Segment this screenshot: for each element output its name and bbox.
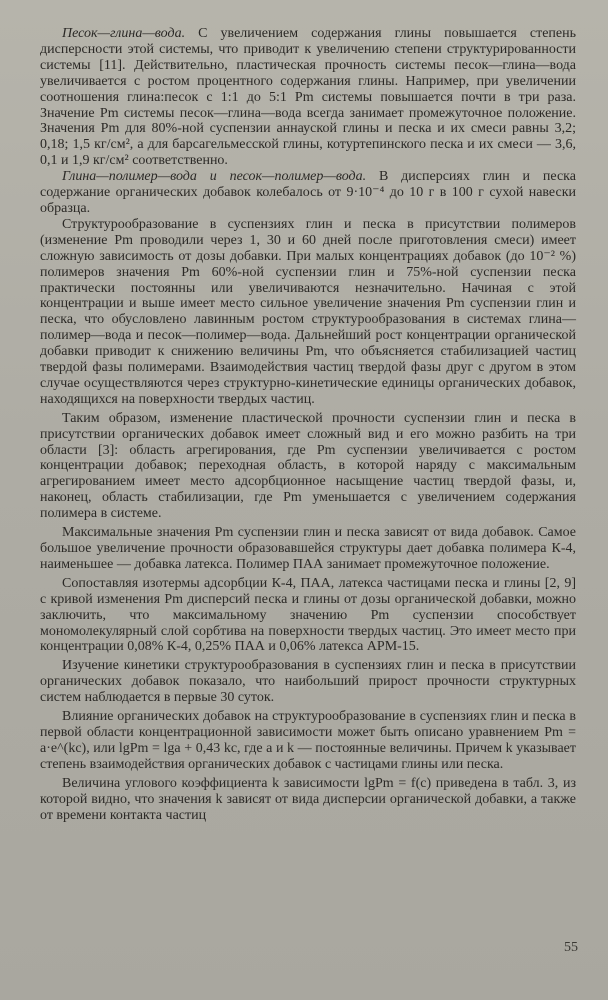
paragraph-text: Максимальные значения Pm суспензии глин и песка зависят от вида добавок. Самое большое увеличение прочности образовавшейся структуры дает добавка полимера К-4, наименьшее — добавка латекса. Полимер ПАА занимает промежуточное положение. — [40, 525, 576, 572]
paragraph-kinetics — [40, 658, 576, 706]
paragraph-text: Изучение кинетики структурообразования в суспензиях глин и песка в присутствии органических добавок показало, что наибольший прирост прочности структурных систем наблюдается в первые 30 суток. — [40, 658, 576, 706]
paragraph-text: В дисперсиях глин и песка содержание органических добавок колебалось от 9·10⁻⁴ до 10 г в 100 г сухой навески образца. — [40, 169, 576, 216]
paragraph-text: Влияние органических добавок на структурообразование в суспензиях глин и песка в первой области концентрационной зависимости может быть описано уравнением Pm = a·e^(kc), или lgPm = lga + 0,43 kc, где a и k — постоянные величины. Причем k указывает степень взаимодействия органических добавок с частицами глины или песка. — [40, 709, 576, 772]
paragraph-lead: Песок—глина—вода. — [62, 26, 186, 41]
paragraph-clay-polymer-water — [40, 169, 576, 217]
paragraph-lead: Глина—полимер—вода и песок—полимер—вода. — [62, 169, 367, 185]
paragraph-structure-formation — [40, 217, 576, 408]
paragraph-text: С увеличением содержания глины повышается степень дисперсности этой системы, что приводит к увеличению степени структурированности системы [11]. Действительно, пластическая прочность системы песок—глина—вода увеличивается с ростом процентного содержания глины. Например, при увеличении соотношения глина:песок с 1:1 до 5:1 Pm системы повышается почти в три раза. Значение Pm системы песок—глина—вода всегда занимает промежуточное положение. Значения Pm для 80%-ной суспензии аннауской глины и песка и их смеси равны 3,2; 0,18; 1,5 кг/см², а для барсагельмесской глины, котуртепинского песка и их смеси — 3,6, 0,1 и 1,9 кг/см² соответственно. — [40, 26, 576, 169]
paragraph-three-regions — [40, 411, 576, 522]
paragraph-text: Величина углового коэффициента k зависимости lgPm = f(c) приведена в табл. 3, из которой видно, что значения k зависят от вида дисперсии органической добавки, а также от времени контакта частиц — [40, 775, 576, 823]
page-number: 55 — [564, 940, 578, 955]
paragraph-coefficient — [40, 776, 576, 824]
paragraph-equation — [40, 709, 576, 773]
paragraph-sand-clay-water — [40, 26, 576, 169]
paragraph-adsorption-isotherms — [40, 576, 576, 656]
paragraph-text: Таким образом, изменение пластической прочности суспензии глин и песка в присутствии органических добавок имеет сложный вид и его можно разбить на три области [3]: область агрегирования, где Pm суспензии увеличивается с ростом концентрации добавок; переходная область, в которой наряду с максимальным агрегированием имеет место адсорбционное насыщение частиц твердой фазы, и, наконец, область стабилизации, где Pm уменьшается с увеличением содержания полимера в системе. — [40, 410, 576, 522]
paragraph-text: Структурообразование в суспензиях глин и песка в присутствии полимеров (изменение Pm проводили через 1, 30 и 60 дней после приготовления смеси) имеет сложную зависимость от дозы добавки. При малых концентрациях добавок (до 10⁻² %) полимеров значения Pm 60%-ной суспензии глин и 75%-ной суспензии песка практически постоянны или увеличиваются незначительно. Начиная с этой концентрации и выше имеет место сильное увеличение значения Pm суспензии глин и песка, что обусловлено лавинным ростом структурообразования в системах глина—полимер—вода и песок—полимер—вода. Дальнейший рост концентрации органической добавки приводит к снижению величины Pm, что объясняется стабилизацией частиц твердой фазы полимерами. Взаимодействия частиц твердой фазы друг с другом в этом случае осуществляются через структурно-кинетические единицы органических добавок, находящихся на поверхности твердых частиц. — [40, 216, 576, 407]
paragraph-text: Сопоставляя изотермы адсорбции К-4, ПАА, латекса частицами песка и глины [2, 9] с кривой изменения Pm дисперсий песка и глины от дозы органической добавки, можно заключить, что максимальному значению Pm суспензии способствует мономолекулярный слой сорбтива на поверхности твердых частиц. Это имеет место при концентрации 0,08% К-4, 0,25% ПАА и 0,06% латекса АРМ-15. — [40, 575, 576, 655]
paragraph-maximum-values — [40, 525, 576, 573]
